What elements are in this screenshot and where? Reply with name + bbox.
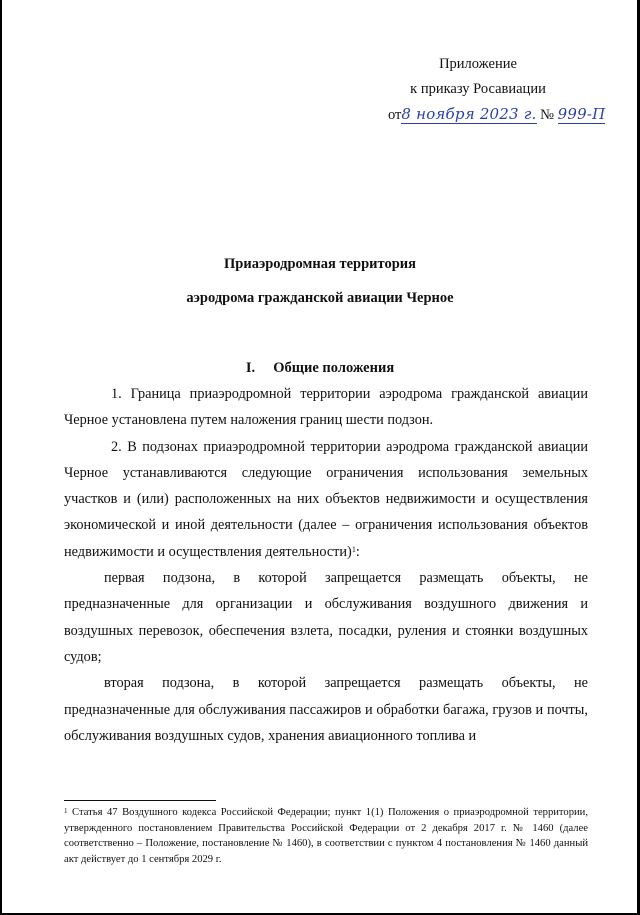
section-heading bbox=[0, 360, 640, 377]
appendix-header bbox=[388, 52, 606, 128]
document-title-line1: Приаэродромная территория bbox=[224, 256, 416, 272]
appendix-date-number bbox=[388, 102, 606, 128]
number-label: № bbox=[540, 107, 554, 123]
paragraph-1: 1. Граница приаэродромной территории аэродрома гражданской авиации Черное установлена путем наложения границ шести подзон. bbox=[64, 386, 588, 429]
appendix-line1: Приложение bbox=[439, 56, 517, 72]
paragraph-2-end: : bbox=[355, 543, 360, 560]
paragraph-subzone-2: вторая подзона, в которой запрещается размещать объекты, не предназначенные для обслуживания пассажиров и обработки багажа, грузов и почты, обслуживания воздушных судов, хранения авиационного топлива и bbox=[64, 675, 588, 744]
handwritten-date: 8 ноября 2023 г. bbox=[401, 105, 537, 123]
appendix-line2: к приказу Росавиации bbox=[410, 81, 546, 97]
document-body bbox=[64, 381, 588, 749]
paragraph-2-text: 2. В подзонах приаэродромной территории аэродрома гражданской авиации Черное устанавливаются следующие ограничения использования земельных участков и (или) расположенных на них объектов недвижимости и осуществления экономической и иной деятельности (далее – ограничения использования объектов недвижимости и осуществления деятельности) bbox=[64, 438, 588, 560]
section-title: Общие положения bbox=[273, 360, 395, 376]
scan-border-left bbox=[0, 0, 2, 915]
document-title-line2: аэродрома гражданской авиации Черное bbox=[186, 290, 454, 306]
paragraph-subzone-1: первая подзона, в которой запрещается размещать объекты, не предназначенные для организации и обслуживания воздушного движения и воздушных перевозок, обеспечения взлета, посадки, руления и стоянки воздушных судов; bbox=[64, 570, 588, 665]
footnote-text: Статья 47 Воздушного кодекса Российской Федерации; пункт 1(1) Положения о приаэродромной территории, утвержденного постановлением Правительства Российской Федерации от 2 декабря 2017 г. № 1460 (далее соответственно – Положение, постановление № 1460), в соответствии с пунктом 4 постановления № 1460 данный акт действует до 1 сентября 2029 г. bbox=[64, 807, 589, 865]
section-number: I. bbox=[245, 360, 256, 376]
footnote-ref: 1 bbox=[351, 544, 356, 554]
paragraph-2 bbox=[64, 434, 588, 565]
from-label: от bbox=[388, 107, 402, 123]
handwritten-number: 999-П bbox=[557, 105, 606, 123]
footnote-marker: 1 bbox=[64, 807, 68, 815]
footnote-separator bbox=[64, 800, 216, 801]
footnote bbox=[64, 805, 588, 867]
